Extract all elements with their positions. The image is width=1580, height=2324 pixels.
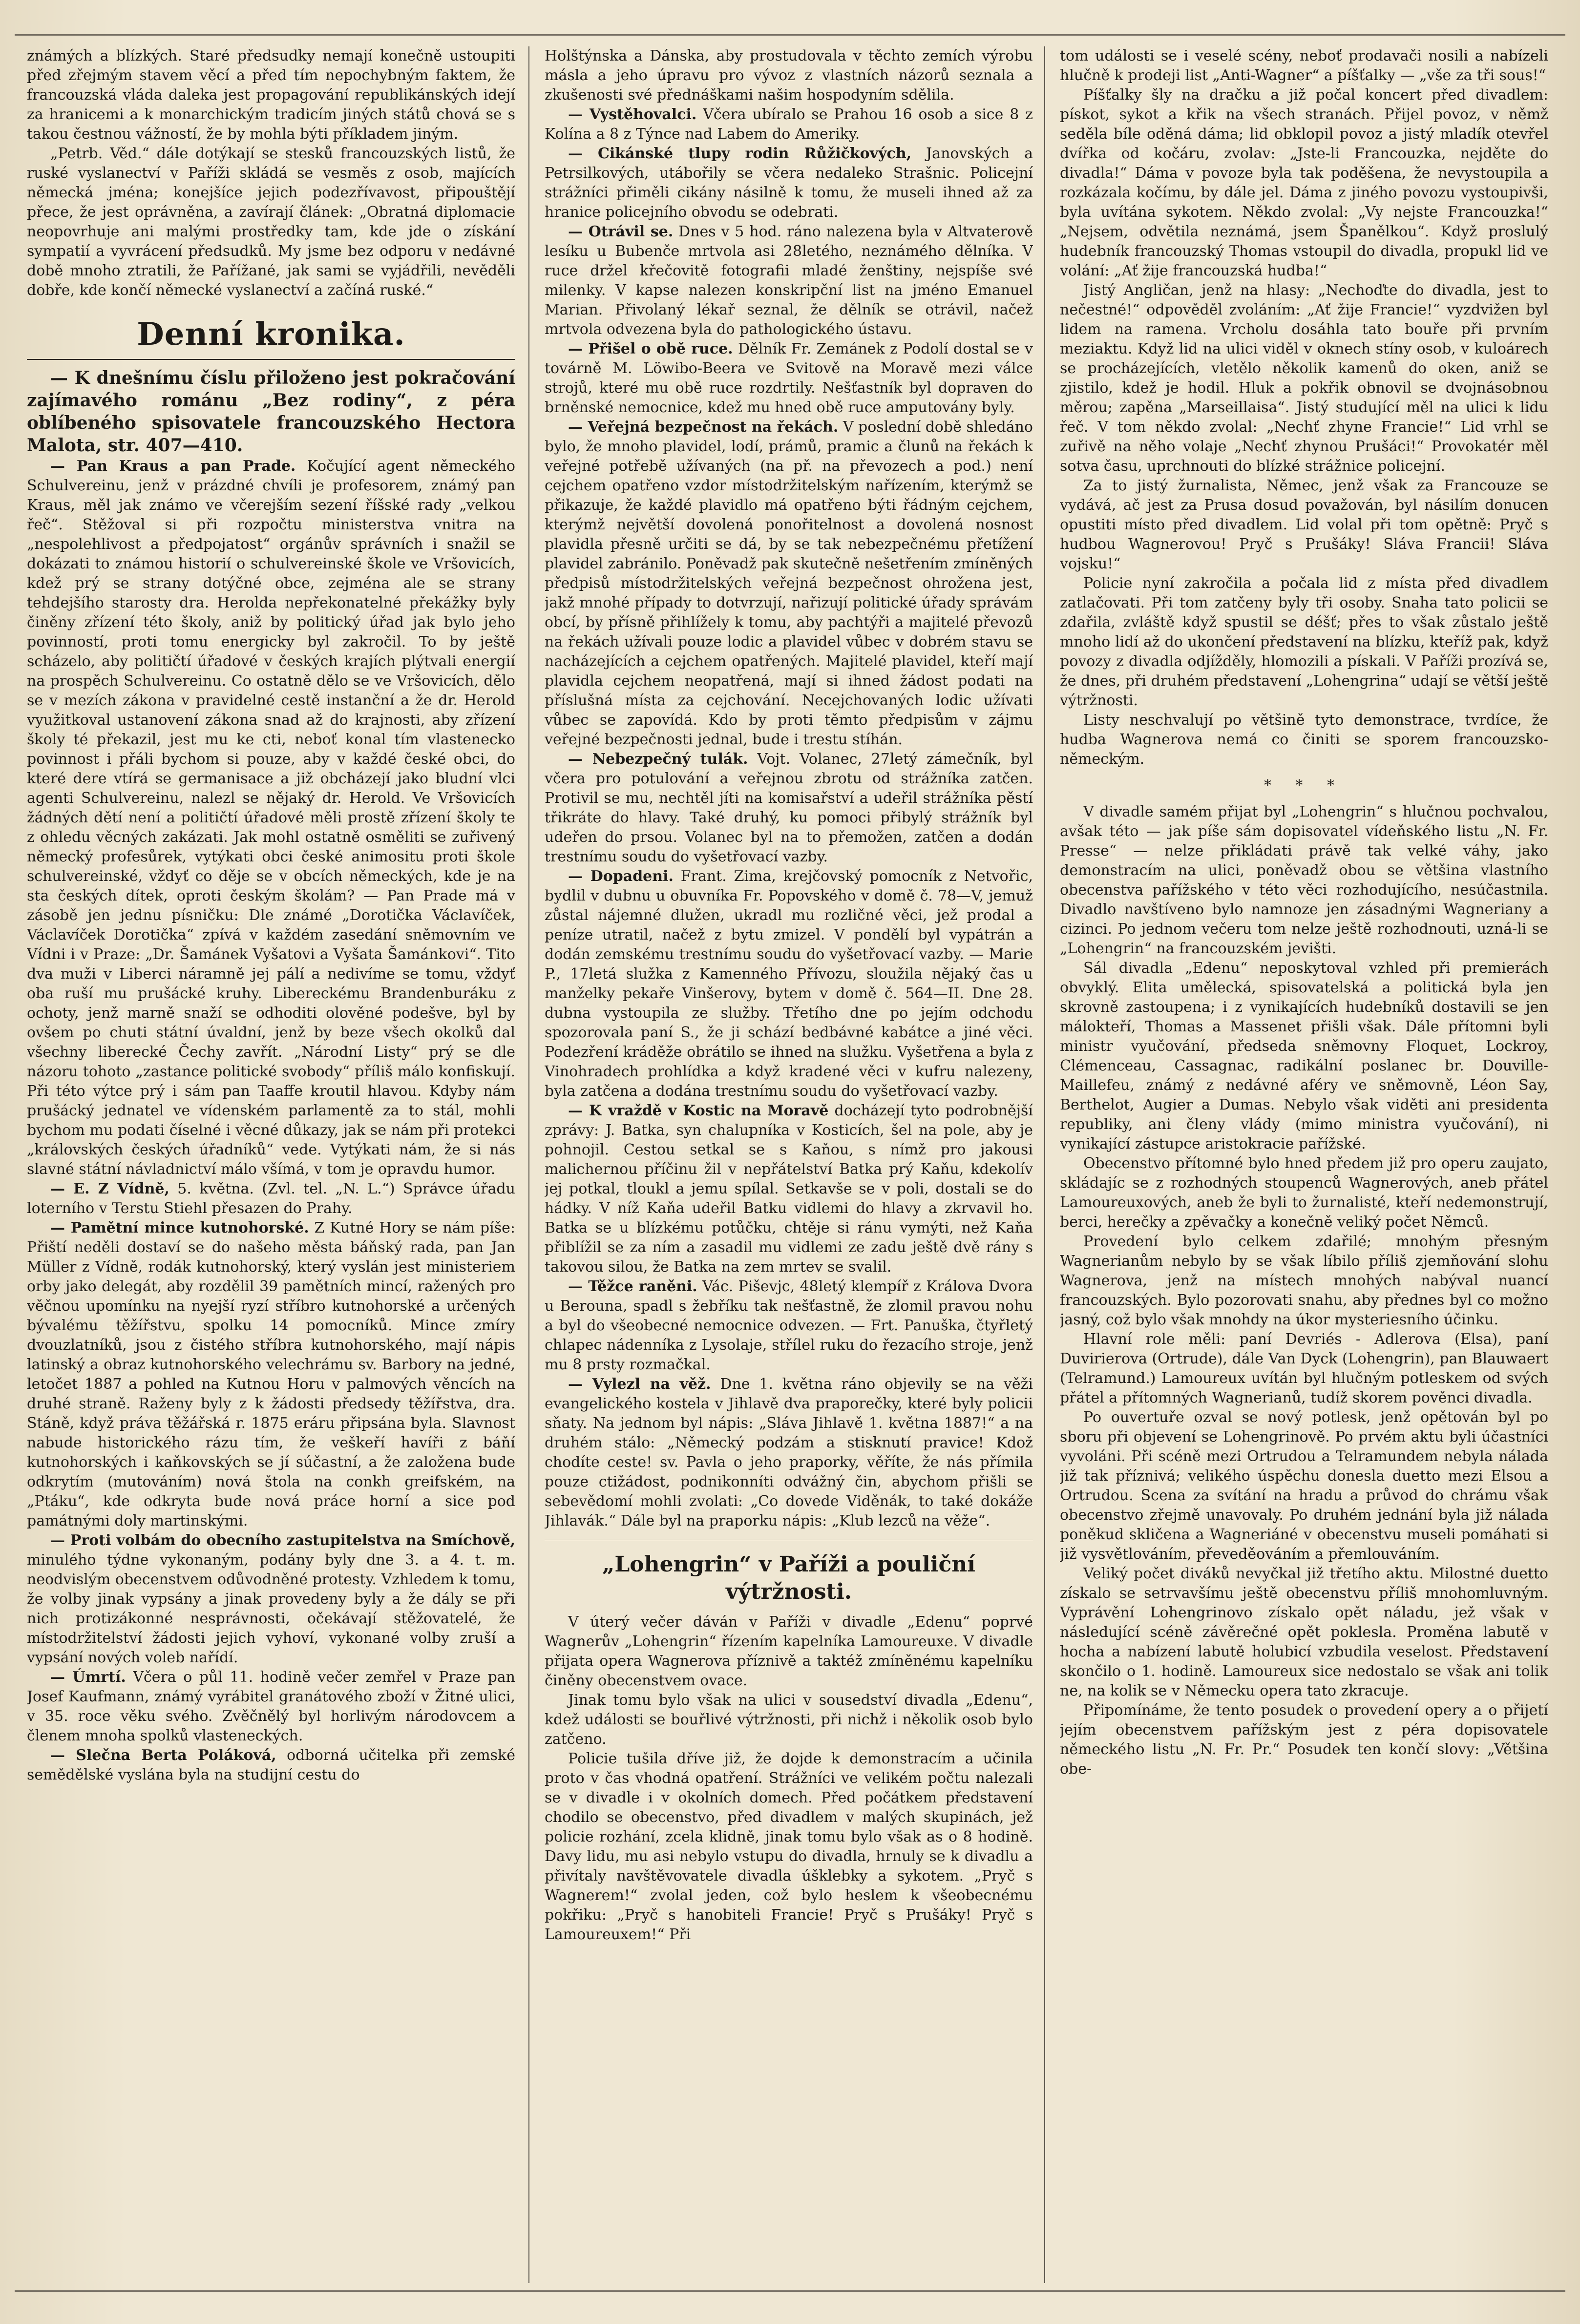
news-item bbox=[27, 1179, 515, 1218]
news-item bbox=[545, 144, 1033, 222]
column-divider-2 bbox=[1044, 46, 1045, 2283]
paragraph: Jistý Angličan, jenž na hlasy: „Nechoďte do divadla, jest to nečestné!“ odpověděl zvoláním: „Ať žije Francie!“ vyzdvižen byl lidem na ramena. Vrcholu dosáhla tato bouře při prvním meziaktu. Když lid na ulici viděl v oknech stíny osob, v kuloárech se procházejících, vletělo několik kamenů do oken, aniž se zjistilo, kdež je hodil. Hluk a pokřik obnovil se dvojnásobnou měrou; zapěna „Marseillaisa“. Jistý studující měl na ulici k lidu řeč. V tom někdo zvolal: „Nechť zhyne Francie!“ Lid vrhl se zuřivě na něho volaje „Nechť zhynou Prušáci!“ Provokatér měl sotva času, uprchnouti do blízké strážnice policejní. bbox=[1060, 282, 1548, 475]
news-item-heading: — Cikánské tlupy rodin Růžičkových, bbox=[568, 145, 912, 162]
news-item-heading: — Veřejná bezpečnost na řekách. bbox=[568, 419, 839, 436]
paragraph: Holštýnska a Dánska, aby prostudovala v těchto zemích výrobu másla a jeho úpravu pro vývoz z vlastních názorů seznala a zkušenosti své přednáškami našim hospodyním sdělila. bbox=[545, 47, 1033, 104]
paragraph: „Petrb. Věd.“ dále dotýkají se stesků francouzských listů, že ruské vyslanectví v Paříži skládá se vesměs z osob, majících německá jména; konejšíce jejich podezřívavost, připouštějí přece, že jest oprávněna, a zavírají článek: „Obratná diplomacie neopovrhuje ani malými prostředky tam, kde jde o získání sympatií a vyvrácení předsudků. My jsme bez odporu v nedávné době mnoho ztratili, že Pařížané, jak sami se vyjádřili, nevěděli dobře, kde končí německé vyslanectví a začíná ruské.“ bbox=[27, 145, 515, 299]
news-item bbox=[545, 418, 1033, 750]
news-item-heading: — Vylezl na věž. bbox=[568, 1376, 711, 1393]
column-1 bbox=[27, 46, 515, 2283]
news-item bbox=[545, 339, 1033, 418]
news-item bbox=[545, 1277, 1033, 1375]
news-item-text: minulého týdne vykonaným, podány byly dne 3. a 4. t. m. neodvislým obecenstvem odůvodněné protesty. Vzhledem k tomu, že volby jinak vypsány a jinak provedeny byly a že dály se při nich protizákonné nesprávnosti, očekávají stěžovatelé, že místodržitelství žádosti jejich vyhoví, vykonané volby zruší a vypsání nových voleb nařídí. bbox=[27, 1551, 515, 1666]
paragraph: Po ouvertuře ozval se nový potlesk, jenž opětován byl po sboru při objevení se Lohengrinově. Po prvém aktu byli účastníci vyvoláni. Při scéně mezi Ortrudou a Telramundem nebyla nálada již tak příznivá; velikého úspěchu donesla duetto mezi Elsou a Ortrudou. Scena za svítání na hradu a průvod do chrámu však obecenstvo zřejmě unavovaly. Po druhém jednání byla již nálada poněkud skličena a Wagneriáné v obecenstvu museli pomáhati si již vysvětlováním, převeděováním a přemlouváním. bbox=[1060, 1409, 1548, 1563]
news-item bbox=[545, 867, 1033, 1101]
paragraph: známých a blízkých. Staré předsudky nemají konečně ustoupiti před zřejmým stavem věcí a před tím nepochybným faktem, že francouzská vláda daleka jest propagování republikánských idejí za hranicemi a k monarchickým tradicím jiných států chová se s takou čestnou vážností, že by mohla býti příkladem jiným. bbox=[27, 47, 515, 143]
section-stars: * * * bbox=[1264, 777, 1345, 794]
column-divider-1 bbox=[528, 46, 529, 2283]
news-item-heading: — Přišel o obě ruce. bbox=[568, 340, 733, 357]
news-item bbox=[27, 1746, 515, 1785]
news-item-text: Dne 1. května ráno objevily se na věži evangelického kostela v Jihlavě dva praporečky, které byly policii sňaty. Na jednom byl nápis: „Sláva Jihlavě 1. května 1887!“ a na druhém stálo: „Německý podzám a stisknutí pravice! Kdož chodíte ceste! sv. Pavla o jeho praporky, věříte, že nás přímila pouze ctižádost, podnikonníti odvážný čin, abychom přišli se sebevědomí mohli zvolati: „Co dovede Viděnák, to také dokáže Jihlavák.“ Dále byl na praporku nápis: „Klub lezců na věže“. bbox=[545, 1376, 1033, 1529]
news-item-text: Včera o půl 11. hodině večer zemřel v Praze pan Josef Kaufmann, známý vyrábitel granátového zboží v Žitné ulici, v 35. roce věku svého. Zvěčnělý byl horlivým národovcem a členem mnoha spolků vlasteneckých. bbox=[27, 1669, 515, 1744]
news-item-text: Dělník Fr. Zemánek z Podolí dostal se v továrně M. Löwibo-Beera ve Svitově na Moravě mezi válce strojů, které mu obě ruce rozdrtily. Nešťastník byl dopraven do brněnské nemocnice, kdež mu hned obě ruce amputovány byly. bbox=[545, 340, 1033, 416]
news-item bbox=[545, 1375, 1033, 1531]
supplement-announcement: — K dnešnímu číslu přiloženo jest pokračování zajímavého románu „Bez rodiny“, z péra oblíbeného spisovatele francouzského Hectora Malota, str. 407—410. bbox=[27, 368, 515, 456]
news-item-text: Z Kutné Hory se nám píše: Přiští neděli dostaví se do našeho města báňský rada, pan Jan Müller z Vídně, rodák kutnohorský, který vyslán jest ministeriem orby jako delegát, aby rozdělil 39 pamětních mincí, ražených pro věčnou upomínku na nyejší ryzí stříbro kutnohorské a určených bývalému těžířstvu, spolku 14 pomocníků. Mince zmíry dvouzlatníků, jsou z čistého stříbra kutnohorského, mají nápis latinský a obraz kutnohorského velechrámu sv. Barbory na jedné, letočet 1887 a pohled na Kutnou Horu v palmových věncích na druhé straně. Raženy byly z k žádosti předsedy těžířstva, dra. Stáně, když práva těžářská r. 1875 eráru připsána byla. Slavnost nabude historického rázu tím, že veškeří havíři z báňí kutnohorských i kaňkovských se jí súčastní, a že založena bude odkrytím (mutováním) nová štola na conkh greifském, na „Ptáku“, kde odkryta bude nová práce horní a sice pod památnými doly martinskými. bbox=[27, 1219, 515, 1529]
paragraph: V úterý večer dáván v Paříži v divadle „Edenu“ poprvé Wagnerův „Lohengrin“ řízením kapelníka Lamoureuxe. V divadle přijata opera Wagnerova příznivě a taktéž zmíněnému kapelníku činěny obecenstvem ovace. bbox=[545, 1613, 1033, 1689]
paragraph: Sál divadla „Edenu“ neposkytoval vzhled při premierách obvyklý. Elita umělecká, spisovatelská a politická byla jen skrovně zastoupena; i z vynikajících hudebníků dostavili se jen málokteří, Thomas a Massenet přišli však. Dále přítomni byli ministr vyučování, předseda sněmovny Floquet, Lockroy, Clémenceau, Cassagnac, radikální poslanec br. Douville-Maillefeu, známý z nedávné aféry ve sněmovně, Léon Say, Berthelot, Augier a Dumas. Nebylo však viděti ani presidenta republiky, ani členy vlády (mimo ministra vyučování), ni vynikající zástupce aristokracie pařížské. bbox=[1060, 960, 1548, 1152]
news-item-heading: — Vystěhovalci. bbox=[568, 106, 697, 123]
news-item bbox=[545, 750, 1033, 867]
paragraph: Jinak tomu bylo však na ulici v sousedství divadla „Edenu“, kdež události se bouřlivé výtržnosti, při nichž i několik osob bylo zatčeno. bbox=[545, 1692, 1033, 1748]
news-item-text: odborná učitelka při zemské semědělské vyslána byla na studijní cestu do bbox=[27, 1747, 515, 1783]
bottom-border-rule bbox=[15, 2290, 1565, 2292]
news-item-heading: — E. Z Vídně, bbox=[50, 1180, 169, 1197]
news-item-text: docházejí tyto podrobnější zprávy: J. Batka, syn chalupníka v Kosticích, šel na pole, aby je pohnojil. Cestou setkal se s Kaňou, s nímž pro jakousi malichernou příčinu žil v nepřátelství Batka prý Kaňu, kdekolív jej potkal, tloukl a jemu spílal. Setkavše se v poli, dostali se do hádky. V níž Kaňa udeřil Batku vidlemi do hlavy a zkrvavil ho. Batka se u blízkému potůčku, chtěje si ránu vymýti, než Kaňa přiblížil se za ním a zasadil mu vidlemi ze zadu ještě dvě rány s takovou silou, že Batka na zem mrtev se svalil. bbox=[545, 1102, 1033, 1276]
paragraph: Obecenstvo přítomné bylo hned předem již pro operu zaujato, skládajíc se z rozhodných stoupenců Wagnerových, aneb přátel Lamoureuxových, aneb že byli to žurnalisté, kteří nedemonstrují, berci, herečky a zpěvačky a konečně veliký počet Němců. bbox=[1060, 1155, 1548, 1231]
news-item-heading: — Těžce raněni. bbox=[568, 1278, 697, 1295]
paragraph: Hlavní role měli: paní Devriés - Adlerova (Elsa), paní Duvirierova (Ortrude), dále Van Dyck (Lohengrin), pan Blauwaert (Telramund.) Lamoureux uvítán byl hlučným potleskem od svých přátel a přítomných Wagnerianů, tudíž skorem pověnci divadla. bbox=[1060, 1331, 1548, 1406]
paragraph: Provedení bylo celkem zdařilé; mnohým přesným Wagnerianům nebylo by se však líbilo příliš zjemňování slohu Wagnerova, jenž na místech mnohých nabýval nuancí francouzských. Bylo pozorovati snahu, aby přednes byl co možno jasný, což bylo však mnohdy na úkor mysteriesního účinku. bbox=[1060, 1233, 1548, 1328]
news-item-text: 5. května. (Zvl. tel. „N. L.“) Správce úřadu loterního v Terstu Stiehl přesazen do Prahy. bbox=[27, 1180, 515, 1217]
news-item-heading: — Dopadeni. bbox=[568, 868, 674, 885]
paragraph: Listy neschvalují po většině tyto demonstrace, tvrdíce, že hudba Wagnerova nemá co činiti se sporem francouzsko-německým. bbox=[1060, 712, 1548, 768]
column-3 bbox=[1060, 46, 1548, 2283]
paragraph: V divadle samém přijat byl „Lohengrin“ s hlučnou pochvalou, avšak této — jak píše sám dopisovatel vídeňského listu „N. Fr. Presse“ — nelze přikládati právě tak velké váhy, jako demonstracím na ulici, poněvadž obou se většina vlastního obecenstva pařížského v této věci rozhodujícího, nesúčastnila. Divadlo navštíveno bylo namnoze jen zásadnými Wagneriany a cizinci. Po jednom večeru tom nelze ještě rozhodnouti, uzná-li se „Lohengrin“ na francouzském jevišti. bbox=[1060, 803, 1548, 957]
news-item-text: Frant. Zima, krejčovský pomocník z Netvořic, bydlil v dubnu u obuvníka Fr. Popovského v domě č. 78—V, jemuž zůstal nájemné dlužen, ukradl mu rozličné věci, jež prodal a peníze utratil, načež z bytu zmizel. V pondělí byl vypátrán a dodán zemskému trestnímu soudu do vyšetřovací vazby. — Marie P., 17letá služka z Kamenného Přívozu, sloužila nějaký čas u manželky pekaře Vinšerovy, bytem v domě č. 564—II. Dne 28. dubna vystoupila ze služby. Třetího dne po jejím odchodu spozorovala paní S., že ji schází bedbávné kabátce a jiné věci. Podezření kráděže obrátilo se ihned na služku. Vyšetřena a byla z Vinohradech prohlídka a když kradené věci v kufru nalezeny, byla zatčena a dodána trestnímu soudu do vyšetřovací vazby. bbox=[545, 868, 1033, 1100]
news-item-heading: — Proti volbám do obecního zastupitelstva na Smíchově, bbox=[50, 1532, 515, 1549]
news-item-heading: — Otrávil se. bbox=[568, 223, 674, 240]
news-item-heading: — Slečna Berta Poláková, bbox=[50, 1747, 276, 1764]
section-rule bbox=[27, 359, 515, 360]
news-item bbox=[27, 1668, 515, 1746]
news-item-text: Vác. Piševjc, 48letý klempíř z Králova Dvora u Berouna, spadl s žebříku tak nešťastně, že zlomil pravou nohu a byl do všeobecné nemocnice odvezen. — Frt. Panuška, čtyřletý chlapec nádenníka z Lysolaje, střílel ruku do řezacího stroje, jenž mu 8 prsty rozmačkal. bbox=[545, 1278, 1033, 1373]
news-item bbox=[27, 1218, 515, 1531]
paragraph: Za to jistý žurnalista, Němec, jenž však za Francouze se vydává, ač jest za Prusa dosud považován, byl násilím donucen opustiti místo před divadlem. Lid volal při tom opětně: Pryč s hudbou Wagnerovou! Pryč s Prušáky! Sláva Francii! Sláva vojsku!“ bbox=[1060, 477, 1548, 572]
news-item-text: Vojt. Volanec, 27letý zámečník, byl včera pro potulování a veřejnou zbrotu od strážníka zatčen. Protivil se mu, nechtěl jíti na komisařství a udeřil strážníka pěstí třikráte do hlavy. Také druhý, ku pomoci přibylý strážník byl udeřen do prsou. Volanec byl na to přemožen, zatčen a dodán trestnímu soudu do vyšetřovací vazby. bbox=[545, 751, 1033, 865]
column-2 bbox=[545, 46, 1033, 2283]
paragraph: Píšťalky šly na dračku a již počal koncert před divadlem: pískot, sykot a křik na všech stranách. Přijel povoz, v němž seděla bíle oděná dáma; lid obklopil povoz a jistý mladík otevřel dvířka od kočáru, zvolav: „Jste-li Francouzka, nejděte do divadla!“ Dáma v povoze byla tak poděšena, že nevystoupila a rozkázala kočímu, by dále jel. Dáma z jiného povozu vystoupivši, byla uvítána sykotem. Někdo zvolal: „Vy nejste Francouzka!“ „Nejsem, odvětila neznámá, jsem Španělkou“. Když proslulý hudebník francouzský Thomas vstoupil do divadla, propukl lid ve volání: „Ať žije francouzská hudba!“ bbox=[1060, 86, 1548, 279]
news-item-heading: — Pan Kraus a pan Prade. bbox=[50, 458, 296, 475]
paragraph: Policie nyní zakročila a počala lid z místa před divadlem zatlačovati. Při tom zatčeny byly tři osoby. Snaha tato policii se zdařila, zvláště když spustil se déšť; přes to však zůstalo ještě mnoho lidí až do ukončení představení na blízku, kteříž pak, když povozy z divadla odjížděly, hlomozili a pískali. V Paříži prozívá se, že dnes, při druhém představení „Lohengrina“ udají se větší ještě výtržnosti. bbox=[1060, 575, 1548, 709]
paragraph: Policie tušila dříve již, že dojde k demonstracím a učinila proto v čas vhodná opatření. Strážníci ve velikém počtu nalezali se v divadle i v okolních domech. Před počátkem představení chodilo se obecenstvo, před divadlem v malých skupinách, jež policie rozhání, zcela klidně, jinak tomu bylo však as o 8 hodině. Davy lidu, mu asi nebylo vstupu do divadla, hrnuly se k divadlu a přivítaly navštěvovatele divadla úšklebky a sykotem. „Pryč s Wagnerem!“ zvolal jeden, což bylo heslem k všeobecnému pokřiku: „Pryč s hanobiteli Francie! Pryč s Prušáky! Pryč s Lamoureuxem!“ Při bbox=[545, 1750, 1033, 1943]
news-item-text: V poslední době shledáno bylo, že mnoho plavidel, lodí, prámů, pramic a člunů na řekách k veřejné potřebě užívaných (na př. na převozech a pod.) není cejchem opatřeno vzdor místodržitelským nařízením, kterýmž se přikazuje, že každé plavidlo má opatřeno býti řádným cejchem, kterýmž největší dovolená ponořitelnost a dovolená nosnost plavidla přesně určiti se dá, by se tak nebezpečnému přetížení plavidel zabránilo. Poněvadž pak skutečně nešetřením zmíněných předpisů místodržitelských veřejná bezpečnost ohrožena jest, jakž mnohé případy to dotvrzují, nařizují politické úřady správám obcí, by přísně přihlížely k tomu, aby pachtýři a majitelé převozů na řekách užívali pouze lodic a plavidel vůbec v dobrém stavu se nacházejících a cejchem opatřených. Majitelé plavidel, kteří mají plavidla cejchem neopatřená, mají si ihned žádost podati na příslušná místa za cejchování. Necejchovaných lodic užívati vůbec se zapovídá. Kdo by proti těmto předpisům v zájmu veřejné bezpečnosti jednal, bude i trestu stíhán. bbox=[545, 419, 1033, 748]
top-border-rule bbox=[15, 34, 1565, 36]
section-title: Denní kronika. bbox=[137, 316, 405, 353]
news-item bbox=[27, 457, 515, 1179]
news-item-heading: — Pamětní mince kutnohorské. bbox=[50, 1219, 309, 1236]
news-item bbox=[545, 1101, 1033, 1277]
news-item bbox=[27, 1531, 515, 1668]
news-item-heading: — Nebezpečný tulák. bbox=[568, 751, 748, 768]
paragraph: tom události se i veselé scény, neboť prodavači nosili a nabízeli hlučně k prodeji list „Anti-Wagner“ a píšťalky — „vše za tři sous!“ bbox=[1060, 47, 1548, 84]
news-item-text: Včera ubíralo se Prahou 16 osob a sice 8 z Kolína a 8 z Týnce nad Labem do Ameriky. bbox=[545, 106, 1033, 143]
paragraph: Připomínáme, že tento posudek o provedení opery a o přijetí jejím obecenstvem pařížským jest z péra dopisovatele německého listu „N. Fr. Pr.“ Posudek ten končí slovy: „Většina obe- bbox=[1060, 1702, 1548, 1778]
news-item-heading: — K vraždě v Kostic na Moravě bbox=[568, 1102, 829, 1119]
news-item-text: Kočující agent německého Schulvereinu, jenž v prázdné chvíli je profesorem, známý pan Kraus, měl jak známo ve včerejším sezení říšské rady „velkou řeč“. Stěžoval si při rozpočtu ministerstva vnitra na „nespolehlivost a předpojatost“ orgánův správních i snažil se dokázati to známou historií o schulvereinské škole ve Vršovicích, kdež prý se strany dotýčné obce, zejména ale se strany tehdejšího starosty dra. Herolda nepřekonatelné překážky byly činěny zřízení této školy, aniž by politický úřad jak bylo jeho povinností, proti tomu energicky byl zakročil. To by ještě scházelo, aby političtí úřadové v českých krajích plýtvali energií na prospěch Schulvereinu. Co ostatně dělo se ve Vršovicích, dělo se v mezích zákona v pravidelné cestě instanční a že dr. Herold využitkoval ustanovení zákona snad až do krajnosti, aby zřízení školy té překazil, jest mu ke cti, neboť konal tím vlastenecko povinnost i přáli bychom si pouze, aby v každé české obci, do které dere vtírá se germanisace a již obcházejí jako bludní vlci agenti Schulvereinu, nalezl se nějaký dr. Herold. Ve Vršovicích žádných dětí není a političtí úřadové měli prostě zřízení školy te z ohledu věcných zakázati. Jak mohl ostatně osměliti se zuřivený německý profesůrek, vytýkati obci české animositu proti škole schulvereinské, vždyť co děje se v obcích německých, kde je na sta českých dítek, oproti českým školám? — Pan Prade má v zásobě jen jednu písničku: Dle známé „Dorotička Václavíček, Václavíček Dorotička“ zpívá v každém zasedání sněmovním ve Vídni i v Praze: „Dr. Šamánek Vyšatovi a Vyšata Šamánkovi“. Tito dva muži v Liberci náramně jej pálí a nedivíme se tomu, vždyť oba ruší mu prušácké kruhy. Libereckému Brandenburáku z ochoty, jenž marně snaží se odhoditi olověné podešve, byl by ovšem po chuti státní úvaldní, jenž by beze všech okolků dal všechny liberecké Čechy zavřít. „Národní Listy“ prý se dle názoru tohoto „zastance politické svobody“ příliš málo konfiskují. Při této výtce prý i sám pan Taaffe kroutil hlavou. Kdyby nám prušácký jednatel ve vídenském parlamentě za to stál, mohli bychom mu podati číselné i věcné důkazy, jak se nám při protekci „královských českých úřadníků“ vede. Vytýkati nám, že si nás slavné státní návladnictví málo všímá, v tom je opravdu humor. bbox=[27, 458, 515, 1178]
news-item bbox=[545, 105, 1033, 144]
paragraph: Veliký počet diváků nevyčkal již třetího aktu. Milostné duetto získalo se setrvavšímu ještě obecenstvu příliš mnohomluvným. Vyprávění Lohengrinovo získalo opět náladu, jež však v následující scéně závěrečné opět poklesla. Proměna labutě v hocha a nabízení labutě holubicí vzbudila veselost. Představení skončilo o 1. hodině. Lamoureux sice nedostalo se však ani tolik ne, na kolik se v Německu opera tato zkracuje. bbox=[1060, 1565, 1548, 1699]
news-item-text: Dnes v 5 hod. ráno nalezena byla v Altvaterově lesíku u Bubenče mrtvola asi 28letého, neznámého dělníka. V ruce držel křečovitě fotografii mladé ženštiny, nejspíše své milenky. V kapse nalezen konskripční list na jméno Emanuel Marian. Přivolaný lékař seznal, že dělník se otrávil, načež mrtvola odvezena byla do pathologického ústavu. bbox=[545, 223, 1033, 338]
article-title: „Lohengrin“ v Paříži a pouliční výtržnosti. bbox=[602, 1552, 975, 1604]
news-item-text: Janovských a Petrsilkových, utábořily se včera nedaleko Strašnic. Policejní strážníci přiměli cikány násilně k tomu, že museli ihned až za hranice policejního obvodu se odebrati. bbox=[545, 145, 1033, 221]
news-item-heading: — Úmrtí. bbox=[50, 1669, 126, 1686]
news-item bbox=[545, 222, 1033, 339]
